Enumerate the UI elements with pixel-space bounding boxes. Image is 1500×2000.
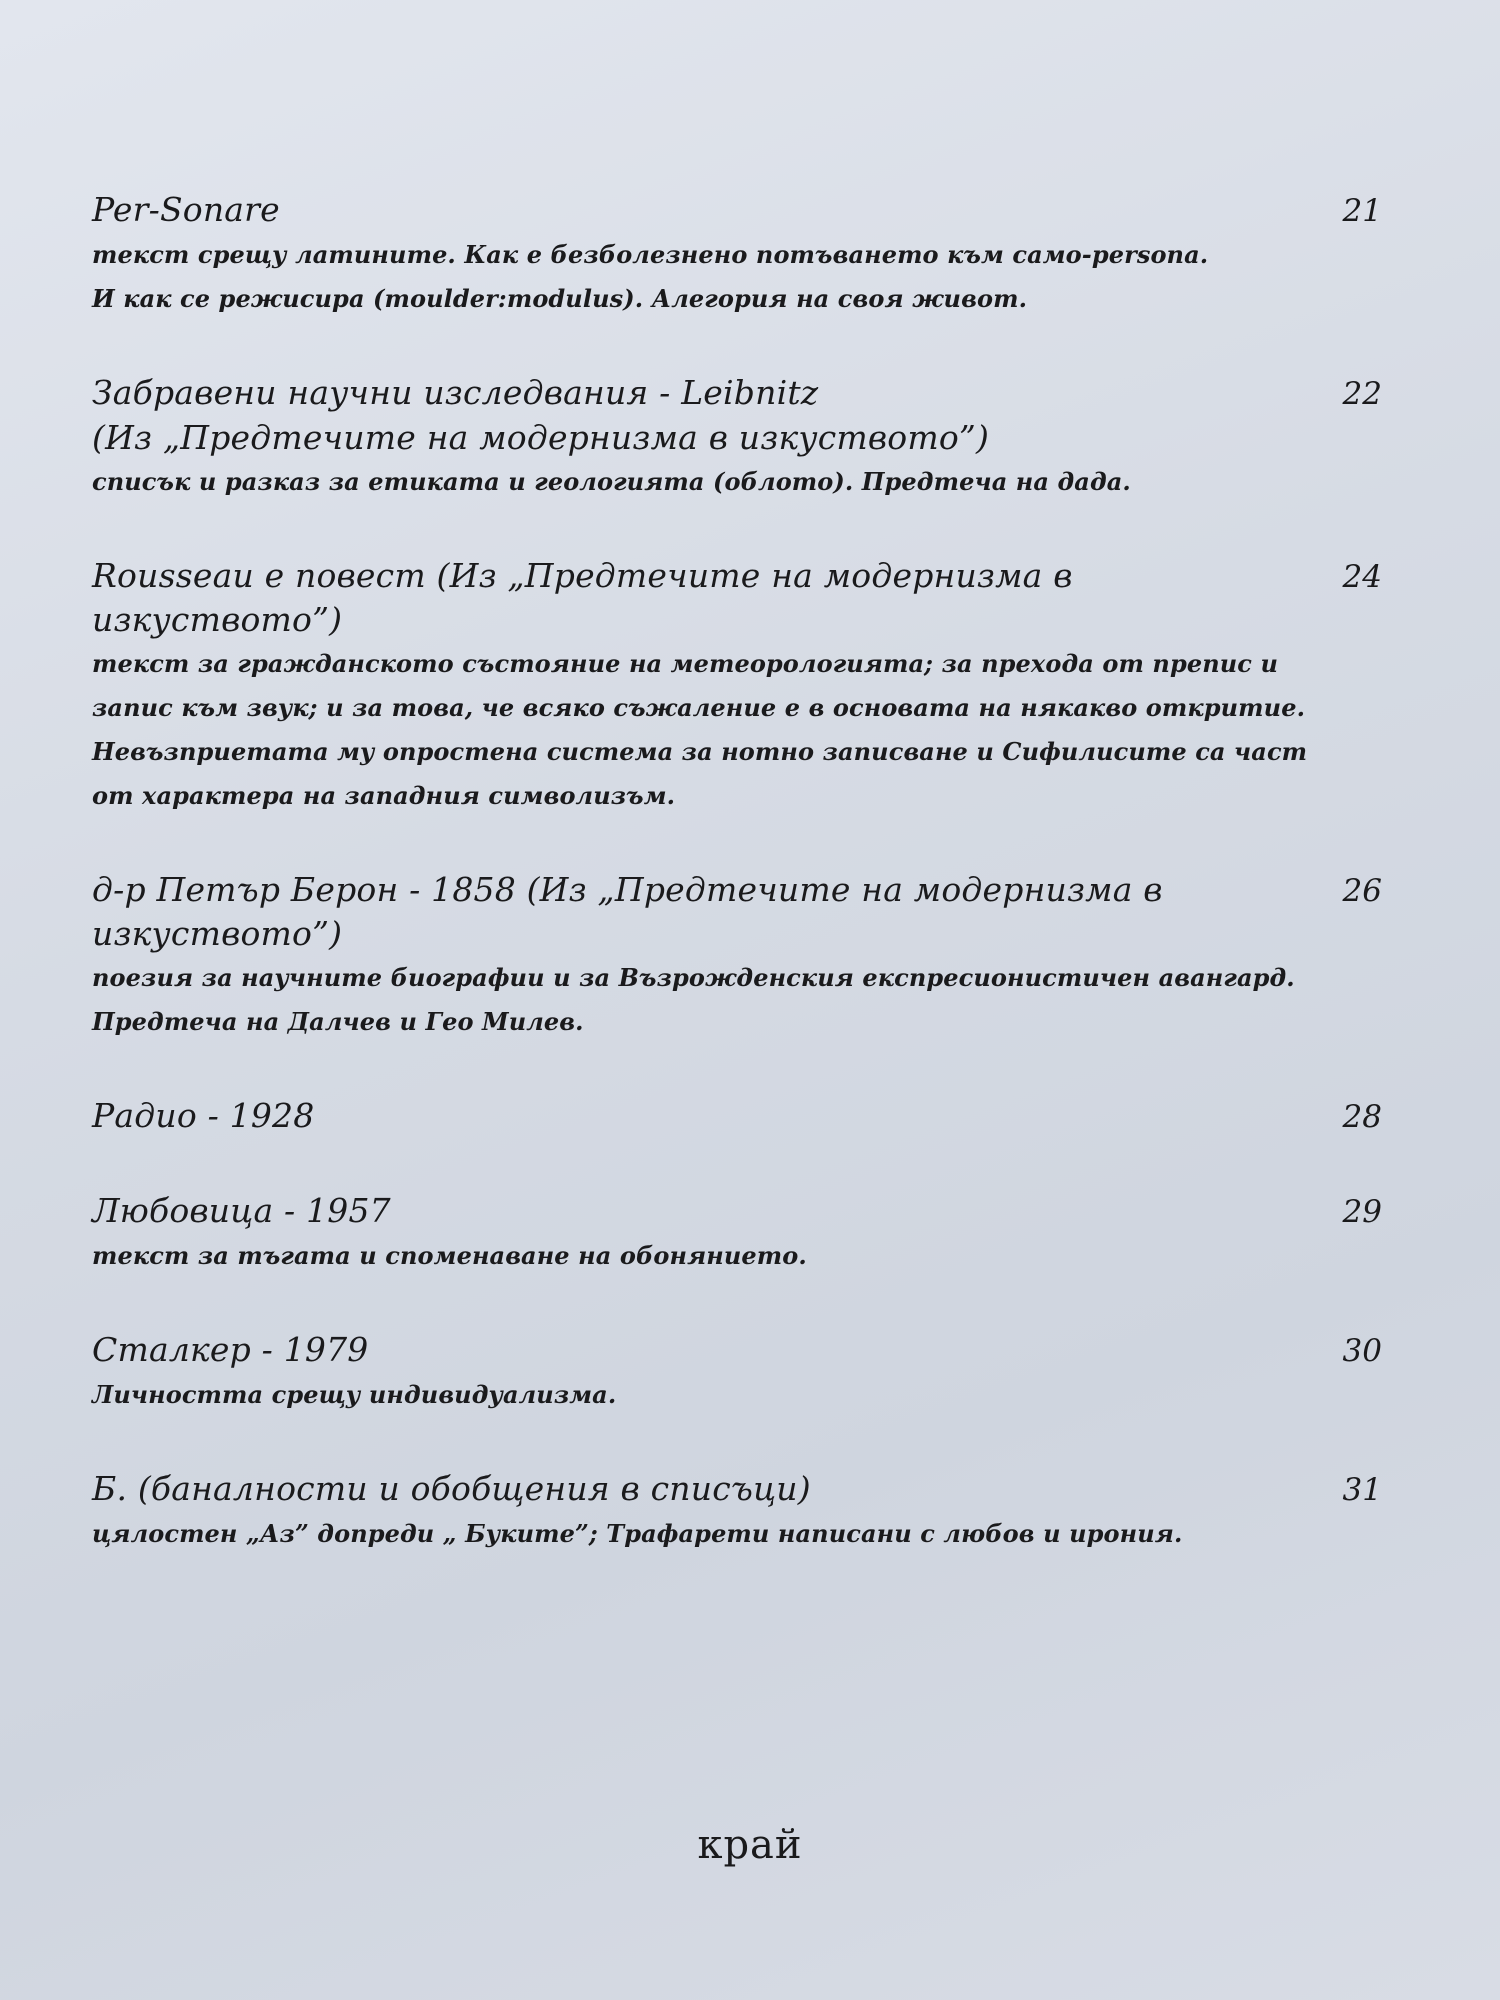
entry-description-line: поезия за научните биографии и за Възрожденския експресионистичен авангард.	[92, 963, 1295, 992]
entry-page-number: 26	[1342, 873, 1382, 909]
toc-entry	[92, 188, 1382, 321]
entry-description-line: текст за тъгата и споменаване на обонянието.	[92, 1241, 807, 1270]
entry-description-line: текст за гражданското състояние на метеорологията; за прехода от препис и	[92, 649, 1279, 678]
entry-title: Per-Sonare	[92, 190, 280, 229]
table-of-contents	[92, 188, 1382, 1606]
entry-title-continuation: (Из „Предтечите на модернизма в изкуството”)	[92, 418, 990, 457]
entry-page-number: 31	[1342, 1472, 1382, 1508]
toc-entry	[92, 1189, 1382, 1278]
entry-title: Б. (баналности и обобщения в списъци)	[92, 1469, 811, 1508]
entry-description-line: запис към звук; и за това, че всяко съжаление е в основата на някакво откритие.	[92, 693, 1306, 722]
entry-title: Радио - 1928	[92, 1096, 315, 1135]
entry-description-line: И как се режисира (moulder:modulus). Алегория на своя живот.	[92, 284, 1028, 313]
entry-page-number: 21	[1342, 193, 1382, 229]
toc-entry	[92, 371, 1382, 504]
entry-page-number: 24	[1342, 559, 1382, 595]
entry-description-line: от характера на западния символизъм.	[92, 781, 676, 810]
entry-title: Сталкер - 1979	[92, 1330, 369, 1369]
entry-page-number: 30	[1342, 1333, 1382, 1369]
entry-title: Rousseau е повест (Из „Предтечите на модернизма в изкуството”)	[92, 556, 1073, 639]
entry-description-line: цялостен „Аз” допреди „ Буките”; Трафарети написани с любов и ирония.	[92, 1519, 1183, 1548]
entry-page-number: 29	[1342, 1194, 1382, 1230]
entry-title: д-р Петър Берон - 1858 (Из „Предтечите на модернизма в изкуството”)	[92, 870, 1163, 953]
toc-entry	[92, 1328, 1382, 1417]
entry-description-line: Личността срещу индивидуализма.	[92, 1380, 617, 1409]
toc-entry	[92, 1094, 1382, 1139]
entry-description-line: списък и разказ за етиката и геологията (облото). Предтеча на дада.	[92, 467, 1131, 496]
entry-description-line: Предтеча на Далчев и Гео Милев.	[92, 1007, 584, 1036]
toc-entry	[92, 554, 1382, 818]
end-label: край	[697, 1822, 803, 1868]
toc-entry	[92, 868, 1382, 1044]
entry-title: Любовица - 1957	[92, 1191, 391, 1230]
entry-description-line: Невъзприетата му опростена система за нотно записване и Сифилисите са част	[92, 737, 1308, 766]
toc-entry	[92, 1467, 1382, 1556]
entry-page-number: 28	[1342, 1099, 1382, 1135]
entry-title: Забравени научни изследвания - Leibnitz	[92, 373, 819, 412]
entry-page-number: 22	[1342, 376, 1382, 412]
entry-description-line: текст срещу латините. Как е безболезнено потъването към само-persona.	[92, 240, 1209, 269]
